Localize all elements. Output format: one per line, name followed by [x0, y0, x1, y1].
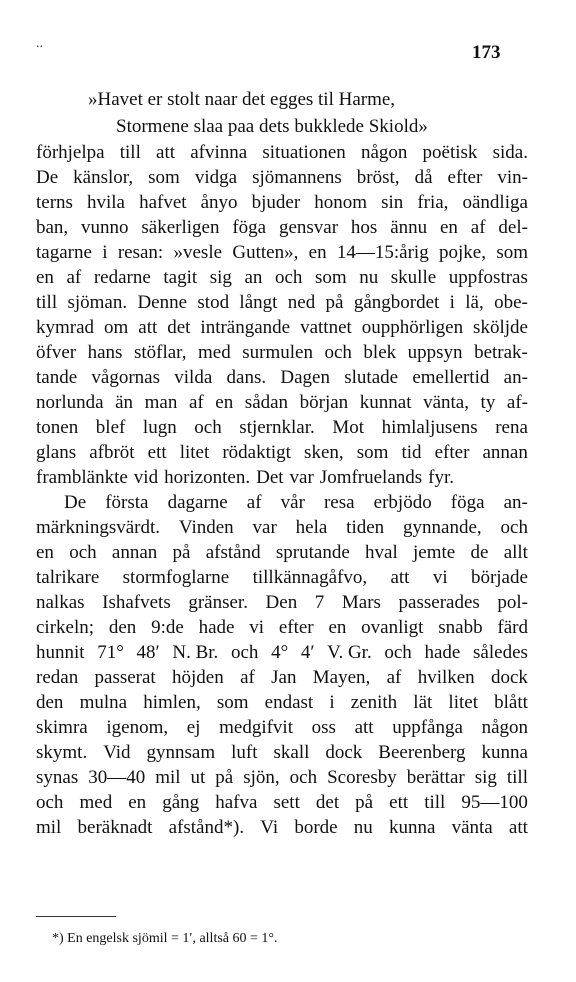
word: vänta, [423, 392, 469, 413]
word: sköljde [473, 317, 528, 338]
word: blef [95, 417, 126, 438]
word: horizonten. [164, 467, 251, 488]
word: ett [147, 442, 167, 463]
word: erbjödo [373, 492, 432, 513]
word: redan [36, 667, 79, 688]
word: hade [198, 617, 235, 638]
word: framblänkte [36, 467, 128, 488]
word: kymrad [36, 317, 95, 338]
word: vin- [497, 167, 528, 188]
word: N. Br. [172, 642, 219, 663]
text-line [36, 465, 528, 490]
word: resa [323, 492, 355, 513]
word: man [144, 392, 178, 413]
word: föga [450, 492, 485, 513]
word: afvinna [190, 142, 248, 163]
word: »vesle [173, 242, 223, 263]
text-line [36, 290, 528, 315]
word: på [325, 292, 344, 313]
word: att [156, 142, 176, 163]
word: stod [197, 292, 230, 313]
word: poëtisk [422, 142, 478, 163]
word: De [64, 492, 87, 513]
word: det [315, 792, 340, 813]
text-line [36, 740, 528, 765]
word: tagarne [36, 242, 92, 263]
word: skimra [36, 717, 88, 738]
word: vunno [81, 217, 129, 238]
word: ovanligt [361, 617, 424, 638]
word: pol- [497, 592, 528, 613]
word: föga [232, 217, 267, 238]
word: afbröt [89, 442, 135, 463]
word: af [240, 667, 255, 688]
word: stormfoglarne [122, 567, 230, 588]
word: hafvet [139, 192, 187, 213]
word: sett [273, 792, 300, 813]
corner-mark: .. [36, 36, 43, 51]
word: fyr. [428, 467, 455, 488]
word: sjön, [243, 767, 280, 788]
word: att [138, 317, 158, 338]
word: och [289, 767, 318, 788]
text-line [36, 215, 528, 240]
word: tillkännagåfvo, [252, 567, 368, 588]
word: blått [494, 692, 528, 713]
word: mulna [79, 692, 128, 713]
word: af [246, 492, 262, 513]
word: kunna [388, 817, 436, 838]
text-line [36, 790, 528, 815]
word: sjöman. [67, 292, 128, 313]
word: Vi [260, 817, 279, 838]
word: terns [36, 192, 73, 213]
word: 9:de [151, 617, 184, 638]
text-line [36, 665, 528, 690]
word: hval [365, 542, 398, 563]
word: i [102, 242, 108, 263]
word: tid [401, 442, 422, 463]
word: passerat [94, 667, 156, 688]
word: luft [231, 742, 258, 763]
word: jemte [413, 542, 456, 563]
word: första [105, 492, 149, 513]
word: talrikare [36, 567, 100, 588]
word: rena [495, 417, 528, 438]
word: V. Gr. [327, 642, 372, 663]
poem-line-2: Stormene slaa paa dets bukklede Skiold» [116, 116, 428, 137]
word: medgifvit [219, 717, 293, 738]
text-line [36, 340, 528, 365]
word: i [329, 692, 335, 713]
word: sådan [244, 392, 289, 413]
body-text [36, 140, 528, 840]
word: om [104, 317, 129, 338]
word: dock [325, 742, 363, 763]
word: och [324, 342, 352, 363]
word: Mayen, [312, 667, 371, 688]
text-line [36, 240, 528, 265]
word: vattnet [300, 317, 352, 338]
word: bjuder [251, 192, 301, 213]
word: 14—15:årig [336, 242, 429, 263]
word: pojke, [439, 242, 486, 263]
word: ett [389, 792, 409, 813]
word: öfver [36, 342, 77, 363]
word: hela [295, 517, 328, 538]
word: vilda [174, 367, 213, 388]
text-line [36, 190, 528, 215]
word: allt [503, 542, 528, 563]
word: hvilken [417, 667, 475, 688]
word: berättar [406, 767, 465, 788]
word: tonen [36, 417, 79, 438]
word: passerades [398, 592, 480, 613]
page-number: 173 [472, 42, 501, 63]
word: situationen [262, 142, 346, 163]
text-line [36, 765, 528, 790]
word: till [506, 767, 528, 788]
word: dans. [226, 367, 267, 388]
word: Gutten», [232, 242, 299, 263]
word: på [355, 792, 374, 813]
word: tagit [163, 267, 198, 288]
word: uppfostras [448, 267, 528, 288]
word: än [115, 392, 134, 413]
text-line [36, 540, 528, 565]
text-line [36, 365, 528, 390]
word: som [356, 442, 389, 463]
text-line [36, 715, 528, 740]
word: således [473, 642, 528, 663]
word: förhjelpa [36, 142, 105, 163]
word: 30—40 [88, 767, 146, 788]
word: som [314, 267, 347, 288]
word: ned [287, 292, 316, 313]
word: lä, [465, 292, 484, 313]
word: Dagen [280, 367, 330, 388]
word: den [36, 692, 64, 713]
text-line [36, 390, 528, 415]
word: obe- [494, 292, 528, 313]
word: tande [36, 367, 78, 388]
text-line [36, 690, 528, 715]
poem-line-1: »Havet er stolt naar det egges til Harme, [88, 89, 396, 110]
word: resan: [117, 242, 164, 263]
word: vi [249, 617, 265, 638]
word: de [470, 542, 489, 563]
text-line [36, 315, 528, 340]
word: skulle [390, 267, 437, 288]
word: Mars [341, 592, 381, 613]
text-line [36, 490, 528, 515]
word: uppsyn [407, 342, 463, 363]
word: en [36, 542, 54, 563]
word: på [172, 542, 191, 563]
word: surmulen [242, 342, 313, 363]
word: någon [360, 142, 408, 163]
word: var [289, 467, 314, 488]
word: hade [424, 642, 461, 663]
word: efter [447, 167, 483, 188]
word: till [36, 292, 58, 313]
word: vidga [194, 167, 238, 188]
word: uppfånga [392, 717, 463, 738]
word: 48′ [136, 642, 160, 663]
word: ej [186, 717, 201, 738]
word: glans [36, 442, 77, 463]
word: vi [432, 567, 448, 588]
word: kunnat [359, 392, 412, 413]
word: vid [133, 467, 159, 488]
word: hvila [87, 192, 125, 213]
word: höjden [172, 667, 224, 688]
word: sjömannens [252, 167, 342, 188]
word: oupphörligen [361, 317, 464, 338]
word: Den [265, 592, 298, 613]
word: bröst, [356, 167, 400, 188]
word: sida. [492, 142, 528, 163]
word: betrak- [474, 342, 528, 363]
word: hans [87, 342, 123, 363]
word: början [299, 392, 349, 413]
word: 4′ [300, 642, 315, 663]
word: till [119, 142, 141, 163]
word: och [274, 267, 303, 288]
word: annan [482, 442, 528, 463]
word: långt [239, 292, 278, 313]
word: litet [179, 442, 210, 463]
text-line [36, 640, 528, 665]
word: märkningsvärdt. [36, 517, 161, 538]
word: 71° [97, 642, 124, 663]
word: synas [36, 767, 79, 788]
word: nu [359, 267, 379, 288]
word: ånyo [200, 192, 238, 213]
word: vågornas [91, 367, 161, 388]
word: slutade [344, 367, 399, 388]
word: till [424, 792, 446, 813]
word: 7 [314, 592, 325, 613]
text-line [36, 440, 528, 465]
word: och [230, 642, 259, 663]
word: gynnande, [403, 517, 482, 538]
word: Beerenberg [378, 742, 466, 763]
word: mil [36, 817, 62, 838]
word: hunnit [36, 642, 85, 663]
word: afstånd [205, 542, 261, 563]
word: som [148, 167, 180, 188]
word: emellertid [412, 367, 490, 388]
word: efter [278, 617, 314, 638]
word: sig [209, 267, 232, 288]
word: litet [448, 692, 478, 713]
word: snabb [438, 617, 483, 638]
word: var [252, 517, 277, 538]
word: ban, [36, 217, 69, 238]
word: gränser. [188, 592, 248, 613]
word: norlunda [36, 392, 104, 413]
text-line [36, 590, 528, 615]
word: an- [503, 367, 528, 388]
word: zenith [350, 692, 398, 713]
word: cirkeln; [36, 617, 95, 638]
word: borde [294, 817, 338, 838]
footnote-divider [36, 916, 116, 917]
word: an- [503, 492, 528, 513]
word: och [69, 542, 97, 563]
footnote: *) En engelsk sjömil = 1′, alltså 60 = 1°. [52, 931, 278, 946]
word: stjernklar. [239, 417, 315, 438]
word: dagarne [167, 492, 228, 513]
word: känslor, [73, 167, 134, 188]
word: i [449, 292, 455, 313]
word: himlaljusens [381, 417, 478, 438]
text-line [36, 615, 528, 640]
word: stöflar, [133, 342, 187, 363]
word: tiden [346, 517, 385, 538]
word: rödaktigt [222, 442, 291, 463]
word: som [216, 692, 249, 713]
word: gångbordet [353, 292, 440, 313]
word: hos [350, 217, 378, 238]
word: då [414, 167, 433, 188]
word: och [500, 517, 528, 538]
word: kunna [481, 742, 528, 763]
word: himlen, [143, 692, 201, 713]
text-line [36, 515, 528, 540]
word: och [36, 792, 64, 813]
word: det [167, 317, 191, 338]
word: endast [264, 692, 314, 713]
word: af [386, 667, 402, 688]
word: 4° [271, 642, 289, 663]
word: ut [190, 767, 206, 788]
word: an [244, 267, 263, 288]
word: vår [280, 492, 305, 513]
word: någon [481, 717, 528, 738]
word: sig [474, 767, 497, 788]
word: på [215, 767, 234, 788]
word: Vid [103, 742, 131, 763]
word: skymt. [36, 742, 88, 763]
word: af [470, 217, 486, 238]
word: igenom, [106, 717, 169, 738]
word: afstånd*). [168, 817, 245, 838]
word: gång [162, 792, 200, 813]
text-line [36, 165, 528, 190]
word: sin [381, 192, 404, 213]
word: och [194, 417, 222, 438]
word: oss [311, 717, 336, 738]
word: skall [273, 742, 310, 763]
poem-quote [88, 86, 428, 140]
word: redarne [93, 267, 151, 288]
word: Jomfruelands [319, 467, 423, 488]
word: att [508, 817, 528, 838]
word: mil [155, 767, 181, 788]
word: honom [314, 192, 367, 213]
word: säkerligen [141, 217, 220, 238]
word: med [79, 792, 113, 813]
text-line [36, 140, 528, 165]
word: att [390, 567, 410, 588]
word: och [384, 642, 412, 663]
word: en [215, 392, 234, 413]
word: beräknadt [77, 817, 153, 838]
word: nalkas [36, 592, 85, 613]
word: vänta [451, 817, 493, 838]
word: Mot [332, 417, 365, 438]
word: började [470, 567, 528, 588]
word: efter [434, 442, 470, 463]
word: af [66, 267, 82, 288]
word: ty [480, 392, 496, 413]
word: nu [353, 817, 373, 838]
word: som [496, 242, 528, 263]
text-line [36, 815, 528, 840]
word: en [308, 242, 327, 263]
text-line [36, 265, 528, 290]
word: Denne [137, 292, 188, 313]
word: att [354, 717, 374, 738]
word: en [128, 792, 147, 813]
word: annan [111, 542, 158, 563]
word: hafva [215, 792, 258, 813]
word: den [108, 617, 137, 638]
text-line [36, 415, 528, 440]
word: lät [413, 692, 433, 713]
word: fria, [417, 192, 449, 213]
word: De [36, 167, 59, 188]
word: blek [363, 342, 397, 363]
word: en [36, 267, 54, 288]
word: af [188, 392, 204, 413]
word: Ishafvets [102, 592, 171, 613]
word: lugn [142, 417, 177, 438]
word: inträngande [200, 317, 291, 338]
word: Jan [271, 667, 297, 688]
word: gynnsam [146, 742, 216, 763]
word: ännu [390, 217, 428, 238]
word: en [328, 617, 347, 638]
word: af- [506, 392, 528, 413]
text-line [36, 565, 528, 590]
word: sken, [304, 442, 344, 463]
word: Det [256, 467, 284, 488]
word: gensvar [278, 217, 339, 238]
word: Vinden [178, 517, 234, 538]
word: Scoresby [327, 767, 397, 788]
word: oändliga [462, 192, 528, 213]
word: med [198, 342, 231, 363]
word: en [439, 217, 458, 238]
word: 95—100 [461, 792, 528, 813]
word: sprutande [275, 542, 350, 563]
word: färd [497, 617, 528, 638]
word: dock [491, 667, 528, 688]
word: del- [498, 217, 528, 238]
